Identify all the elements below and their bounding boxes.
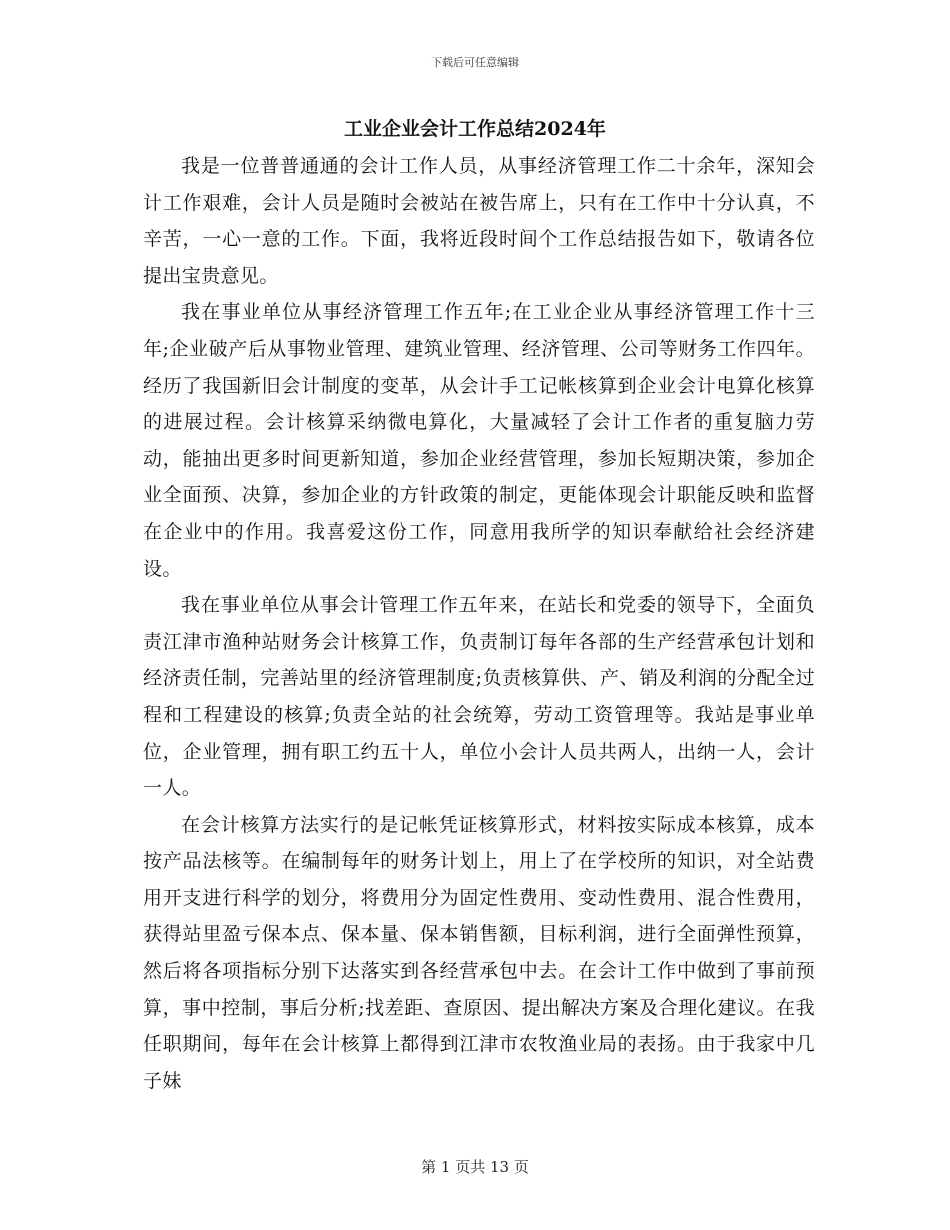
- paragraph: 我是一位普普通通的会计工作人员，从事经济管理工作二十余年，深知会计工作艰难，会计人员是随时会被站在被告席上，只有在工作中十分认真，不辛苦，一心一意的工作。下面，我将近段时间个工作总结报告如下，敬请各位提出宝贵意见。: [143, 155, 815, 287]
- paragraph: 我在事业单位从事经济管理工作五年;在工业企业从事经济管理工作十三年;企业破产后从事物业管理、建筑业管理、经济管理、公司等财务工作四年。经历了我国新旧会计制度的变革，从会计手工记帐核算到企业会计电算化核算的进展过程。会计核算采纳微电算化，大量减轻了会计工作者的重复脑力劳动，能抽出更多时间更新知道，参加企业经营管理，参加长短期决策，参加企业全面预、决算，参加企业的方针政策的制定，更能体现会计职能反映和监督在企业中的作用。我喜爱这份工作，同意用我所学的知识奉献给社会经济建设。: [143, 301, 815, 580]
- page-header: 下载后可任意编辑: [431, 56, 519, 69]
- document-body: [143, 148, 815, 1099]
- document-title: 工业企业会计工作总结2024年: [344, 118, 606, 140]
- paragraph: 在会计核算方法实行的是记帐凭证核算形式，材料按实际成本核算，成本按产品法核等。在编制每年的财务计划上，用上了在学校所的知识，对全站费用开支进行科学的划分，将费用分为固定性费用、变动性费用、混合性费用，获得站里盈亏保本点、保本量、保本销售额，目标利润，进行全面弹性预算，然后将各项指标分别下达落实到各经营承包中去。在会计工作中做到了事前预算，事中控制，事后分析;找差距、查原因、提出解决方案及合理化建议。在我任职期间，每年在会计核算上都得到江津市农牧渔业局的表扬。由于我家中几子妹: [143, 813, 815, 1092]
- page-number: 第 1 页共 13 页: [421, 1158, 529, 1176]
- paragraph: 我在事业单位从事会计管理工作五年来，在站长和党委的领导下，全面负责江津市渔种站财务会计核算工作，负责制订每年各部的生产经营承包计划和经济责任制，完善站里的经济管理制度;负责核算供、产、销及利润的分配全过程和工程建设的核算;负责全站的社会统筹，劳动工资管理等。我站是事业单位，企业管理，拥有职工约五十人，单位小会计人员共两人，出纳一人，会计一人。: [143, 594, 815, 800]
